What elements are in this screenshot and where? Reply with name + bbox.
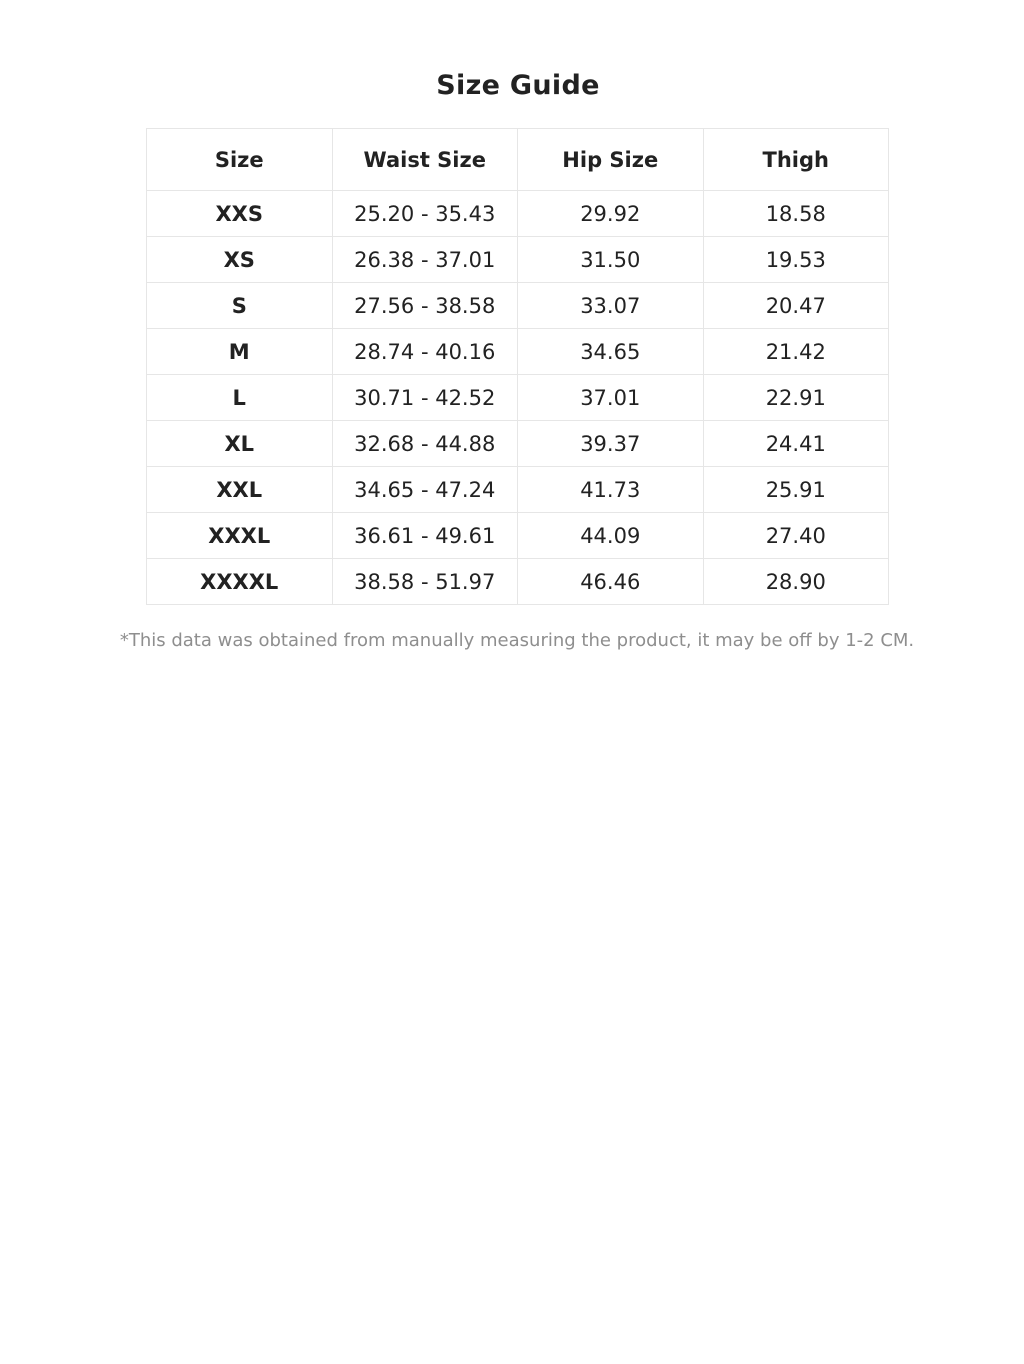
waist-cell: 28.74 - 40.16 xyxy=(332,329,518,375)
waist-cell: 30.71 - 42.52 xyxy=(332,375,518,421)
size-cell: XXXL xyxy=(147,513,333,559)
size-cell: XS xyxy=(147,237,333,283)
table-row xyxy=(147,283,889,329)
hip-cell: 41.73 xyxy=(518,467,704,513)
waist-cell: 34.65 - 47.24 xyxy=(332,467,518,513)
table-row xyxy=(147,467,889,513)
hip-cell: 39.37 xyxy=(518,421,704,467)
column-header-waist-size: Waist Size xyxy=(332,129,518,191)
thigh-cell: 28.90 xyxy=(703,559,889,605)
thigh-cell: 20.47 xyxy=(703,283,889,329)
hip-cell: 46.46 xyxy=(518,559,704,605)
hip-cell: 37.01 xyxy=(518,375,704,421)
thigh-cell: 27.40 xyxy=(703,513,889,559)
table-header-row xyxy=(147,129,889,191)
column-header-hip-size: Hip Size xyxy=(518,129,704,191)
waist-cell: 27.56 - 38.58 xyxy=(332,283,518,329)
thigh-cell: 19.53 xyxy=(703,237,889,283)
waist-cell: 38.58 - 51.97 xyxy=(332,559,518,605)
waist-cell: 26.38 - 37.01 xyxy=(332,237,518,283)
size-cell: XL xyxy=(147,421,333,467)
page-title: Size Guide xyxy=(436,70,600,102)
thigh-cell: 22.91 xyxy=(703,375,889,421)
column-header-size: Size xyxy=(147,129,333,191)
hip-cell: 33.07 xyxy=(518,283,704,329)
table-row xyxy=(147,191,889,237)
size-guide-table xyxy=(146,128,889,605)
measurement-disclaimer: *This data was obtained from manually measuring the product, it may be off by 1-2 CM. xyxy=(119,630,915,651)
hip-cell: 34.65 xyxy=(518,329,704,375)
size-cell: XXXXL xyxy=(147,559,333,605)
table-row xyxy=(147,421,889,467)
waist-cell: 25.20 - 35.43 xyxy=(332,191,518,237)
column-header-thigh: Thigh xyxy=(703,129,889,191)
waist-cell: 32.68 - 44.88 xyxy=(332,421,518,467)
size-cell: XXS xyxy=(147,191,333,237)
thigh-cell: 18.58 xyxy=(703,191,889,237)
hip-cell: 44.09 xyxy=(518,513,704,559)
table-row xyxy=(147,329,889,375)
waist-cell: 36.61 - 49.61 xyxy=(332,513,518,559)
size-cell: L xyxy=(147,375,333,421)
size-cell: XXL xyxy=(147,467,333,513)
thigh-cell: 24.41 xyxy=(703,421,889,467)
table-row xyxy=(147,513,889,559)
hip-cell: 29.92 xyxy=(518,191,704,237)
size-cell: S xyxy=(147,283,333,329)
size-cell: M xyxy=(147,329,333,375)
table-row xyxy=(147,559,889,605)
table-row xyxy=(147,237,889,283)
thigh-cell: 25.91 xyxy=(703,467,889,513)
thigh-cell: 21.42 xyxy=(703,329,889,375)
table-row xyxy=(147,375,889,421)
hip-cell: 31.50 xyxy=(518,237,704,283)
